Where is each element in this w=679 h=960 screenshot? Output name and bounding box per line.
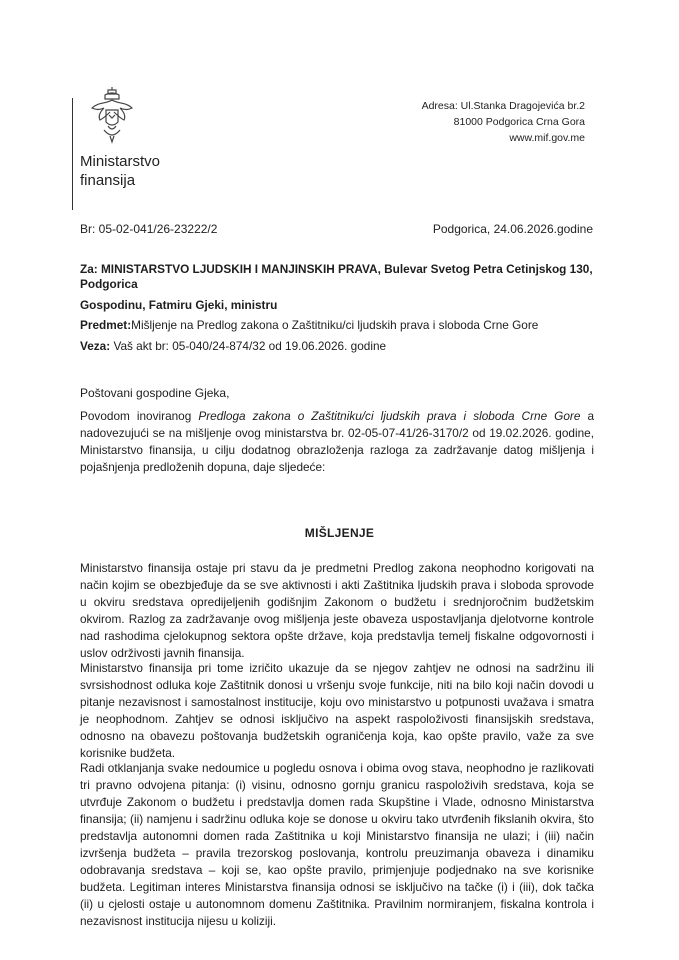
- intro-law-title: Predloga zakona o Zaštitniku/ci ljudskih prava i sloboda Crne Gore: [198, 409, 581, 423]
- opinion-paragraph-3: Radi otklanjanja svake nedoumice u pogledu osnova i obima ovog stava, neophodno je razlikovati tri pravno odvojena pitanja: (i) visinu, odnosno gornju granicu raspoloživih sredstava, koja se utvrđuje Zakonom o budžetu i predstavlja domen rada Skupštine i Vlade, odnosno Ministarstva finansija; (ii) namjenu i sadržinu odluka koje se donose u okviru tako utvrđenih fikslanih okvira, što predstavlja autonomni domen rada Zaštitnika u koji Ministarstvo finansija ne ulazi; i (iii) način izvršenja budžeta – pravila trezorskog poslovanja, kontrolu preuzimanja obaveza i dinamiku odobravanja sredstava – koji se, kao opšte pravilo, primjenjuje podjednako na sve korisnike budžeta. Legitiman interes Ministarstva finansija odnosi se isključivo na tačke (i) i (iii), dok tačka (ii) u cjelosti ostaje u autonomnom domenu Zaštitnika. Pravilnim normiranjem, fiskalna kontrola i nezavisnost institucija nijesu u koliziji.: [80, 761, 594, 928]
- intro-part-b: a nadovezujući se na mišljenje ovog ministarstva br. 02-05-07-41/26-3170/2 od 19.02.2026. godine, Ministarstvo finansija, u cilju dodatnog obrazloženja razloga za zadržavanje datog mišljenja i pojašnjenja predloženih dopuna, daje sljedeće:: [80, 409, 595, 474]
- address-website: www.mif.gov.me: [509, 132, 585, 144]
- montenegro-coat-of-arms-icon: [88, 86, 136, 144]
- subject-label: Predmet:: [80, 318, 132, 332]
- ministry-name-line2: finansija: [80, 172, 136, 189]
- salutation: Poštovani gospodine Gjeka,: [80, 386, 230, 400]
- intro-paragraph: [80, 408, 594, 476]
- subject-text: Mišljenje na Predlog zakona o Zaštitniku/ci ljudskih prava i sloboda Crne Gore: [131, 318, 539, 332]
- recipient-label: Za:: [80, 262, 98, 276]
- subject-line: [80, 318, 538, 332]
- ministry-address: [422, 98, 585, 146]
- opinion-paragraph-2: Ministarstvo finansija pri tome izričito ukazuje da se njegov zahtjev ne odnosi na sadržinu ili svrsishodnost odluka koje Zaštitnik donosi u vršenju svoje funkcije, niti na bilo koji način dovodi u pitanje nezavisnost i samostalnost institucije, koju ovo ministarstvo u potpunosti uvažava i smatra je neophodnom. Zahtjev se odnosi isključivo na aspekt raspoloživosti finansijskih sredstava, odnosno na obavezu poštovanja budžetskih ograničenja koja, kao opšte pravilo, važe za sve korisnike budžeta.: [80, 661, 594, 760]
- veza-text: Vaš akt br: 05-040/24-874/32 od 19.06.2026. godine: [110, 339, 387, 353]
- ministry-name: [80, 152, 160, 190]
- header-divider: [72, 98, 73, 210]
- address-city: 81000 Podgorica Crna Gora: [453, 116, 585, 128]
- address-street: Adresa: Ul.Stanka Dragojevića br.2: [421, 100, 585, 112]
- opinion-paragraph-1: Ministarstvo finansija ostaje pri stavu da je predmetni Predlog zakona neophodno korigovati na način kojim se obezbjeđuje da se sve aktivnosti i akti Zaštitnika ljudskih prava i sloboda sprovode u okviru sredstava opredijeljenih godišnjim Zakonom o budžetu i srednjoročnim budžetskim okvirom. Razlog za zadržavanje ovog mišljenja jeste obaveza uspostavljanja djelotvorne kontrole nad rashodima cjelokupnog sektora opšte države, koja predstavlja temelj fiskalne odgovornosti i uslov održivosti javnih finansija.: [80, 561, 594, 660]
- reference-line: [80, 339, 386, 353]
- ministry-name-line1: Ministarstvo: [80, 153, 161, 170]
- reference-number: Br: 05-02-041/26-23222/2: [80, 222, 218, 236]
- intro-part-a: Povodom inoviranog: [80, 409, 199, 423]
- section-heading: MIŠLJENJE: [304, 526, 375, 540]
- recipient-attention: Gospodinu, Fatmiru Gjeki, ministru: [80, 298, 278, 312]
- recipient-text: MINISTARSTVO LJUDSKIH I MANJINSKIH PRAVA, Bulevar Svetog Petra Cetinjskog 130, Podgorica: [80, 262, 593, 291]
- recipient: [80, 262, 600, 292]
- veza-label: Veza:: [80, 339, 111, 353]
- place-date: Podgorica, 24.06.2026.godine: [432, 222, 593, 236]
